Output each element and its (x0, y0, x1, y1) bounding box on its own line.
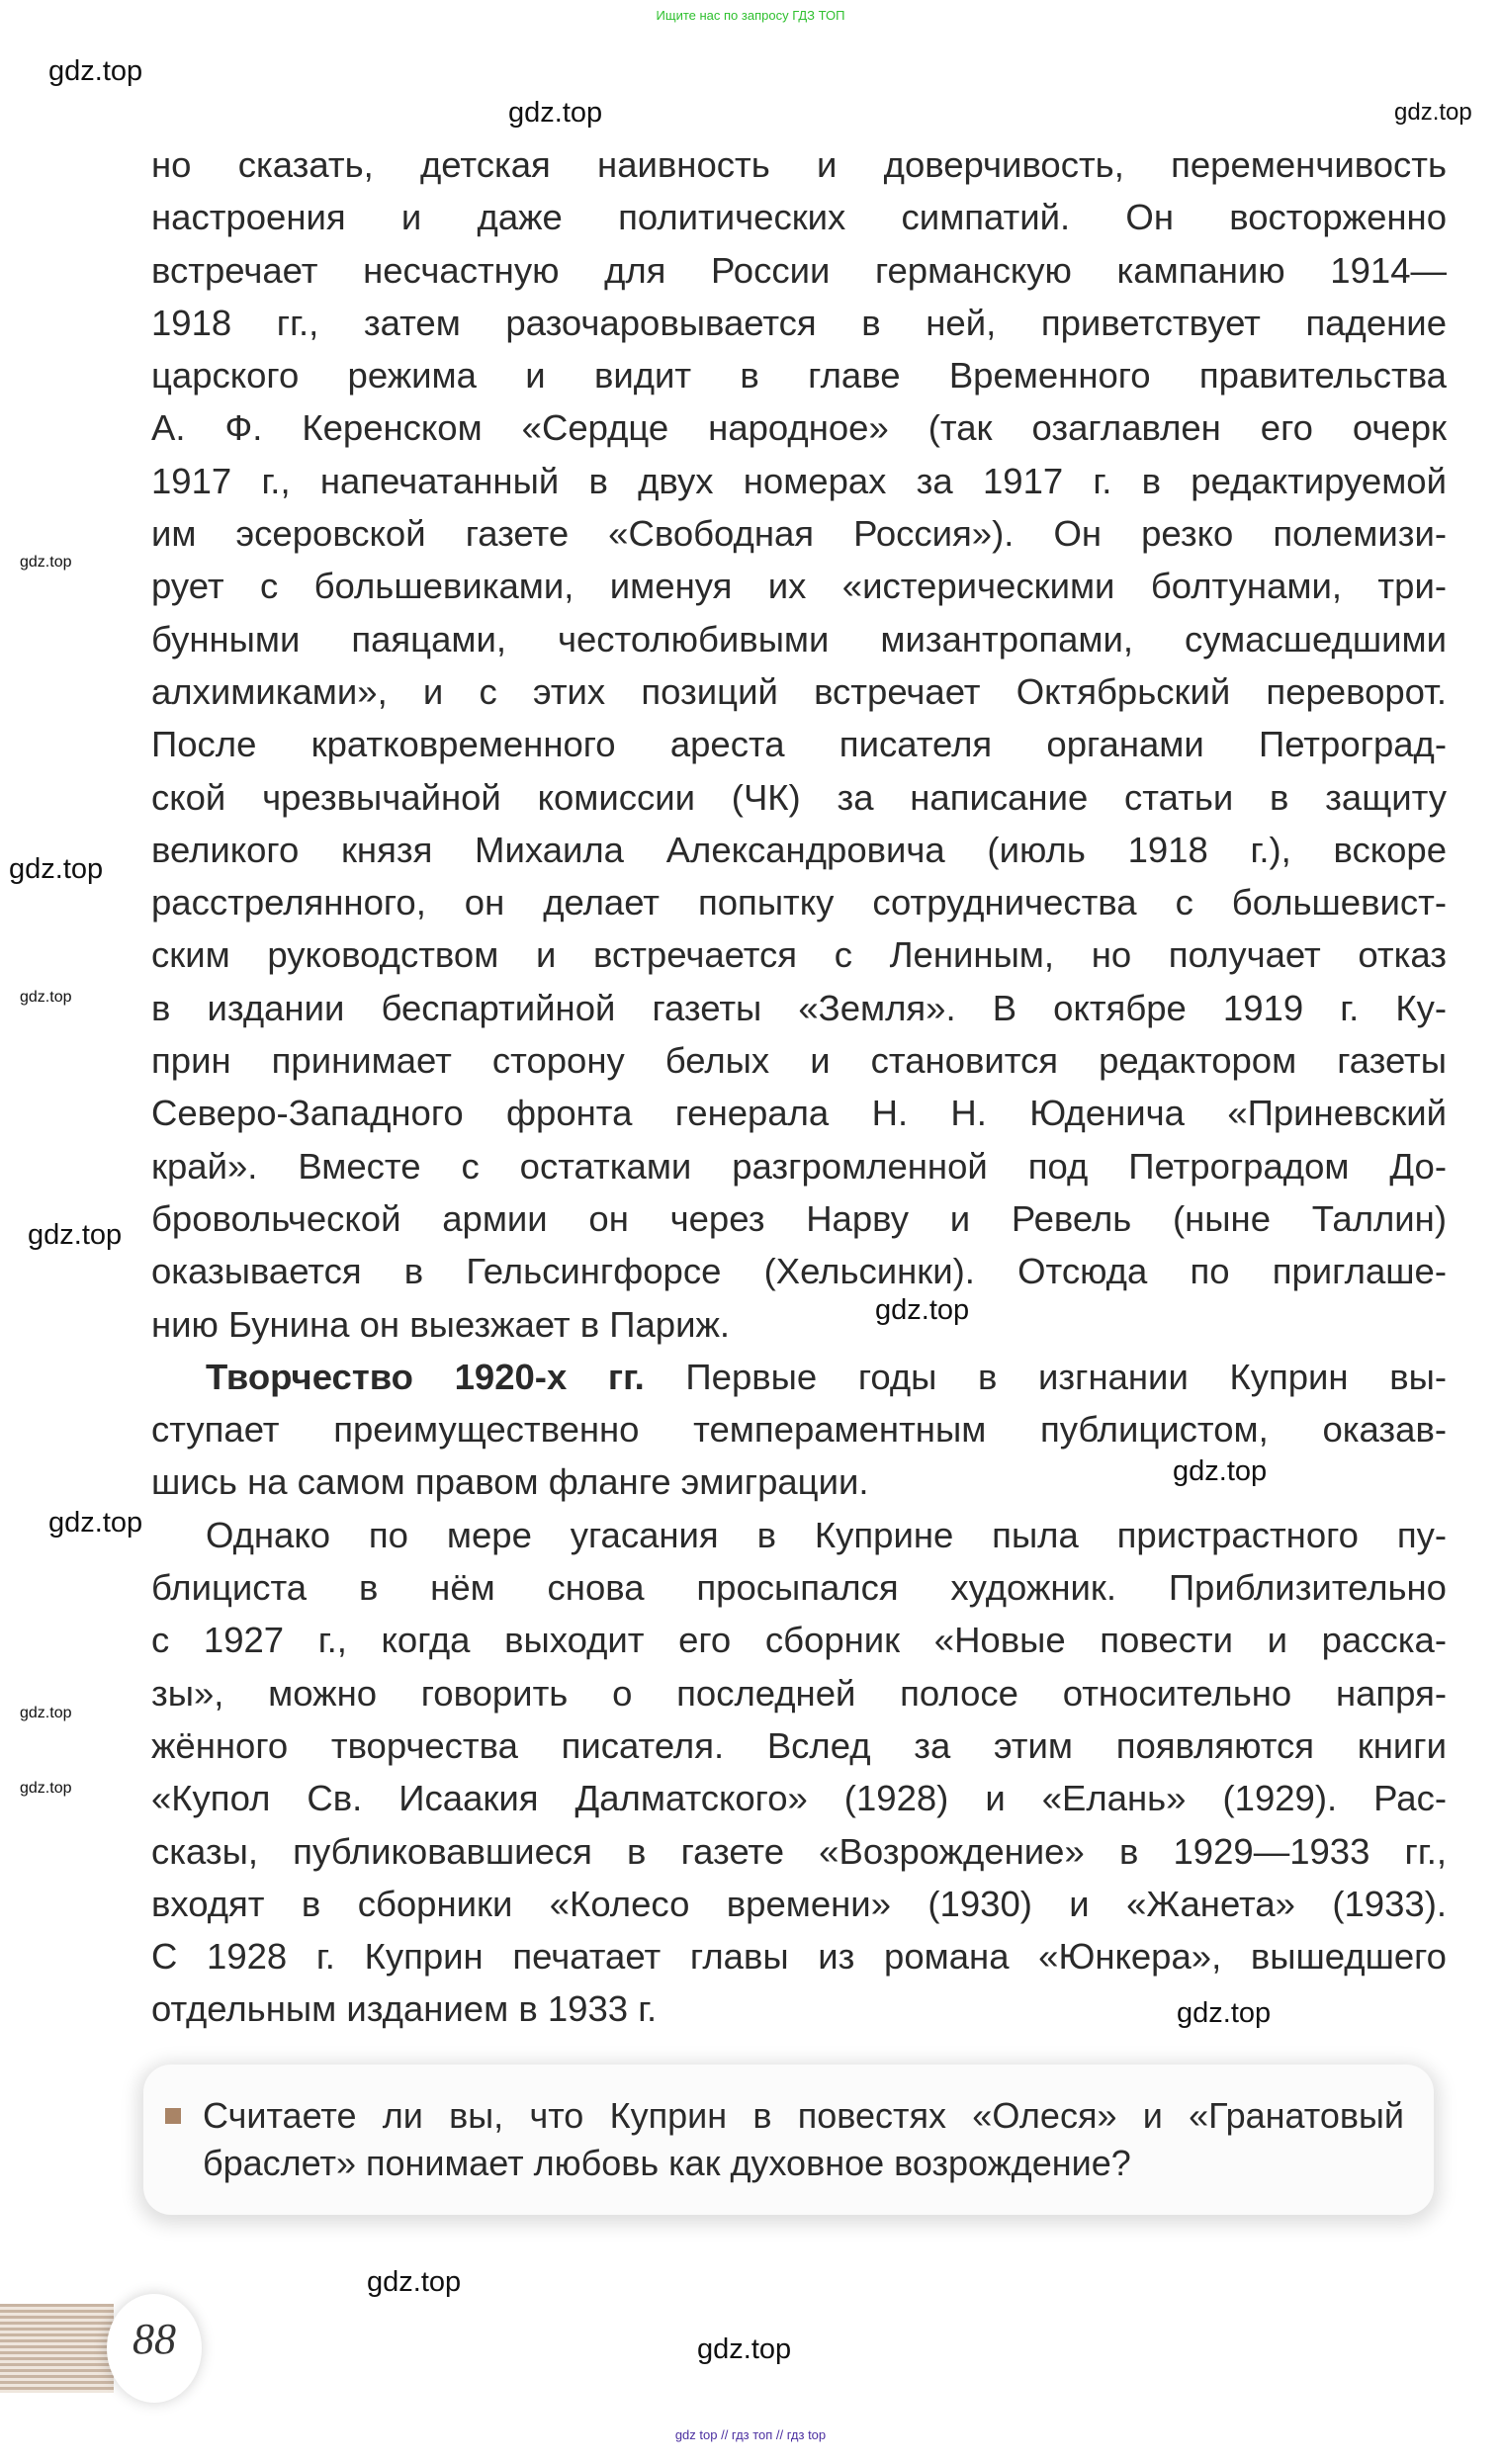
watermark: gdz.top (28, 1219, 123, 1251)
body-text (151, 138, 1447, 2036)
bullet-square-icon (165, 2108, 181, 2124)
watermark: gdz.top (20, 1780, 72, 1797)
text-line: 1917 г., напечатанный в двух номерах за 1917 г. в редактируемой (151, 460, 1447, 501)
text-line: отдельным изданием в 1933 г. (151, 1988, 658, 2030)
text-line: ступает преимущественно темпераментным публицистом, оказав- (151, 1409, 1447, 1451)
watermark: gdz.top (508, 97, 603, 129)
text-line: расстрелянного, он делает попытку сотрудничества с большевист- (151, 882, 1447, 924)
text-line (151, 1351, 1447, 1403)
text-line: настроения и даже политических симпатий. Он восторженно (151, 197, 1447, 238)
text-line: бровольческой армии он через Нарву и Ревель (ныне Таллин) (151, 1197, 1447, 1239)
text-line: царского режима и видит в главе Временного правительства (151, 355, 1447, 396)
footer-note: gdz top // гдз топ // гдз top (674, 2427, 827, 2442)
text-line: ской чрезвычайной комиссии (ЧК) за написание статьи в защиту (151, 776, 1447, 818)
text-line: жённого творчества писателя. Вслед за этим появляются книги (151, 1724, 1447, 1766)
text-line: После кратковременного ареста писателя органами Петроград- (151, 724, 1447, 765)
question-line: Считаете ли вы, что Куприн в повестях «Олеся» и «Гранатовый (203, 2095, 1404, 2136)
watermark: gdz.top (1173, 1455, 1268, 1487)
text-line: с 1927 г., когда выходит его сборник «Новые повести и расска- (151, 1620, 1447, 1661)
watermark: gdz.top (48, 55, 143, 87)
page-decoration-stripes (0, 2304, 114, 2393)
watermark: gdz.top (20, 554, 72, 571)
watermark: gdz.top (875, 1294, 970, 1326)
text-line: край». Вместе с остатками разгромленной под Петроградом До- (151, 1145, 1447, 1187)
question-box (143, 2065, 1434, 2215)
text-line: А. Ф. Керенском «Сердце народное» (так озаглавлен его очерк (151, 407, 1447, 449)
section-heading: Творчество 1920-х гг. (206, 1356, 645, 1397)
text-line: шись на самом правом фланге эмиграции. (151, 1461, 869, 1503)
text-line: Однако по мере угасания в Куприне пыла пристрастного пу- (206, 1514, 1447, 1555)
text-line: прин принимает сторону белых и становится редактором газеты (151, 1040, 1447, 1082)
text-line: встречает несчастную для России германскую кампанию 1914— (151, 249, 1447, 291)
text-line: ским руководством и встречается с Лениным, но получает отказ (151, 934, 1447, 976)
watermark: gdz.top (1394, 99, 1472, 126)
text-line: «Купол Св. Исаакия Далматского» (1928) и «Елань» (1929). Рас- (151, 1778, 1447, 1819)
watermark: gdz.top (9, 853, 104, 885)
text-line: в издании беспартийной газеты «Земля». В октябре 1919 г. Ку- (151, 987, 1447, 1028)
text-line: но сказать, детская наивность и доверчивость, переменчивость (151, 144, 1447, 185)
text-line: сказы, публиковавшиеся в газете «Возрождение» в 1929—1933 гг., (151, 1830, 1447, 1872)
text-line: входят в сборники «Колесо времени» (1930) и «Жанета» (1933). (151, 1883, 1447, 1924)
page-number: 88 (132, 2315, 176, 2363)
text-line-content: Первые годы в изгнании Куприн вы- (644, 1356, 1448, 1397)
text-line: бунными паяцами, честолюбивыми мизантропами, сумасшедшими (151, 618, 1447, 660)
watermark: gdz.top (1177, 1997, 1272, 2029)
text-line: рует с большевиками, именуя их «истерическими болтунами, три- (151, 566, 1447, 607)
text-line: зы», можно говорить о последней полосе относительно напря- (151, 1672, 1447, 1714)
watermark: gdz.top (48, 1507, 143, 1539)
text-line: нию Бунина он выезжает в Париж. (151, 1303, 731, 1345)
question-line: браслет» понимает любовь как духовное возрождение? (203, 2143, 1131, 2183)
text-line: великого князя Михаила Александровича (июль 1918 г.), вскоре (151, 829, 1447, 870)
text-line: С 1928 г. Куприн печатает главы из романа «Юнкера», вышедшего (151, 1936, 1447, 1978)
text-line: 1918 гг., затем разочаровывается в ней, приветствует падение (151, 302, 1447, 343)
text-line: блициста в нём снова просыпался художник. Приблизительно (151, 1567, 1447, 1609)
text-line: алхимиками», и с этих позиций встречает Октябрьский переворот. (151, 670, 1447, 712)
text-line: оказывается в Гельсингфорсе (Хельсинки). Отсюда по приглаше- (151, 1251, 1447, 1292)
text-line: Северо-Западного фронта генерала Н. Н. Юденича «Приневский (151, 1093, 1447, 1134)
watermark: gdz.top (697, 2333, 792, 2365)
watermark: gdz.top (20, 1705, 72, 1721)
watermark: gdz.top (367, 2266, 462, 2298)
text-line: им эсеровской газете «Свободная Россия»). Он резко полемизи- (151, 513, 1447, 555)
header-note: Ищите нас по запросу ГДЗ ТОП (656, 8, 845, 23)
watermark: gdz.top (20, 989, 72, 1006)
